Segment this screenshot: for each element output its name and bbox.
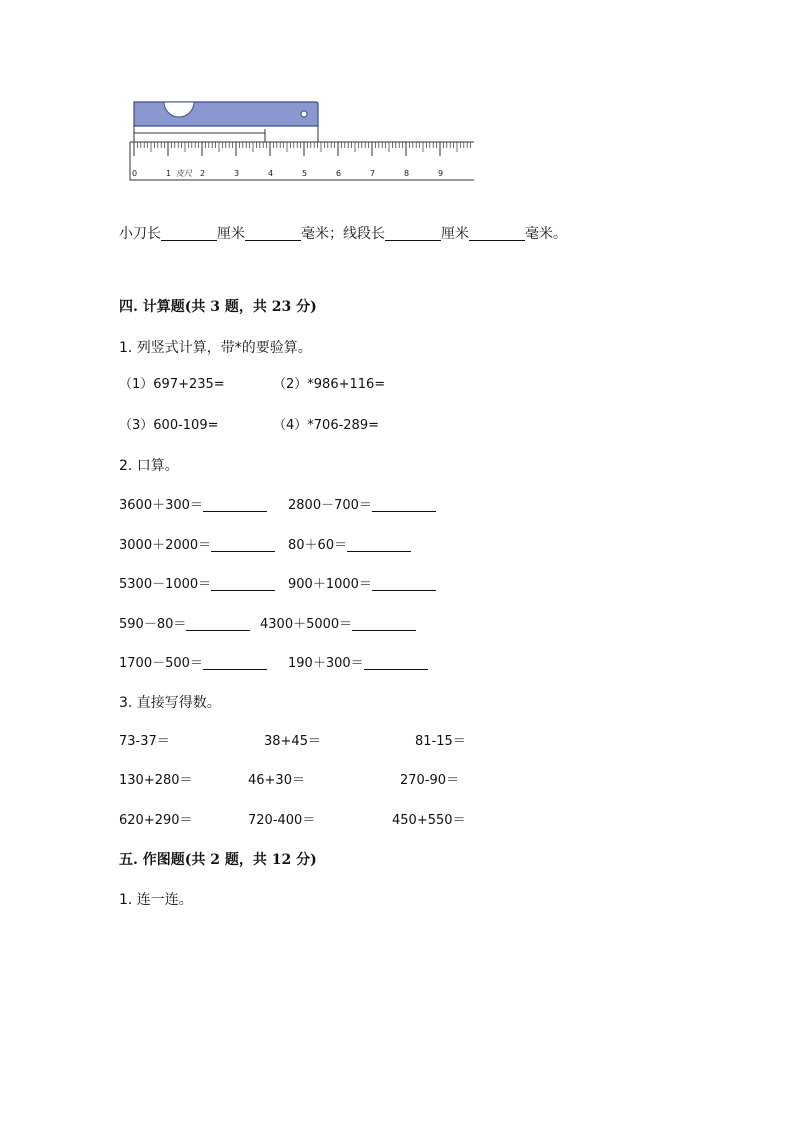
measure-text-3: 毫米；线段长 xyxy=(301,226,385,242)
ruler-knife-figure xyxy=(128,100,476,182)
direct-calc-item: 130+280＝ xyxy=(119,773,193,788)
direct-calc-item: 81-15＝ xyxy=(415,734,466,749)
answer-blank[interactable] xyxy=(385,226,441,241)
answer-blank[interactable] xyxy=(211,576,275,591)
ruler-number: 4 xyxy=(268,169,274,178)
ruler-number: 0 xyxy=(132,169,138,178)
direct-calc-item: 73-37＝ xyxy=(119,734,170,749)
direct-calc-item: 450+550＝ xyxy=(392,813,466,828)
q1-item: （4）*706-289= xyxy=(273,418,379,433)
q2-prompt: 2. 口算。 xyxy=(119,458,179,474)
oral-calc-item: 4300＋5000＝ xyxy=(260,616,416,633)
q1-item: （1）697+235= xyxy=(119,377,225,392)
answer-blank[interactable] xyxy=(245,226,301,241)
oral-calc-item: 3000＋2000＝ xyxy=(119,537,275,554)
answer-blank[interactable] xyxy=(203,497,267,512)
section5-q1-prompt: 1. 连一连。 xyxy=(119,892,193,908)
answer-blank[interactable] xyxy=(352,616,416,631)
oral-calc-item: 3600＋300＝ xyxy=(119,497,267,514)
knife-hole xyxy=(301,111,307,117)
q1-prompt: 1. 列竖式计算，带*的要验算。 xyxy=(119,340,312,356)
measure-text-5: 毫米。 xyxy=(525,226,567,242)
direct-calc-item: 620+290＝ xyxy=(119,813,193,828)
ruler-number: 3 xyxy=(234,169,240,178)
measure-text-1: 小刀长 xyxy=(119,226,161,242)
answer-blank[interactable] xyxy=(203,655,267,670)
answer-blank[interactable] xyxy=(347,537,411,552)
answer-blank[interactable] xyxy=(372,576,436,591)
section-5-title: 五. 作图题(共 2 题，共 12 分) xyxy=(119,852,317,868)
oral-calc-item: 5300－1000＝ xyxy=(119,576,275,593)
oral-calc-item: 1700－500＝ xyxy=(119,655,267,672)
answer-blank[interactable] xyxy=(364,655,428,670)
measure-text-2: 厘米 xyxy=(217,226,245,242)
oral-calc-item: 590－80＝ xyxy=(119,616,250,633)
oral-calc-item: 2800－700＝ xyxy=(288,497,436,514)
ruler-ticks xyxy=(134,142,471,156)
direct-calc-item: 720-400＝ xyxy=(248,813,316,828)
measure-text-4: 厘米 xyxy=(441,226,469,242)
measure-question xyxy=(119,225,567,243)
oral-calc-item: 900＋1000＝ xyxy=(288,576,436,593)
answer-blank[interactable] xyxy=(372,497,436,512)
ruler-number: 1 xyxy=(166,169,172,178)
section-4-title: 四. 计算题(共 3 题，共 23 分) xyxy=(119,299,317,315)
direct-calc-item: 46+30＝ xyxy=(248,773,305,788)
ruler-number: 8 xyxy=(404,169,410,178)
ruler-number: 5 xyxy=(302,169,308,178)
oral-calc-item: 190＋300＝ xyxy=(288,655,428,672)
answer-blank[interactable] xyxy=(161,226,217,241)
ruler-number: 9 xyxy=(438,169,444,178)
q3-prompt: 3. 直接写得数。 xyxy=(119,695,221,711)
knife-body xyxy=(134,102,318,126)
q1-item: （3）600-109= xyxy=(119,418,219,433)
ruler-brand: 皮尺 xyxy=(176,169,192,178)
answer-blank[interactable] xyxy=(211,537,275,552)
oral-calc-item: 80＋60＝ xyxy=(288,537,411,554)
q1-item: （2）*986+116= xyxy=(273,377,386,392)
direct-calc-item: 270-90＝ xyxy=(400,773,460,788)
answer-blank[interactable] xyxy=(186,616,250,631)
ruler-number: 7 xyxy=(370,169,376,178)
answer-blank[interactable] xyxy=(469,226,525,241)
ruler-number: 2 xyxy=(200,169,206,178)
ruler-number: 6 xyxy=(336,169,342,178)
direct-calc-item: 38+45＝ xyxy=(264,734,321,749)
